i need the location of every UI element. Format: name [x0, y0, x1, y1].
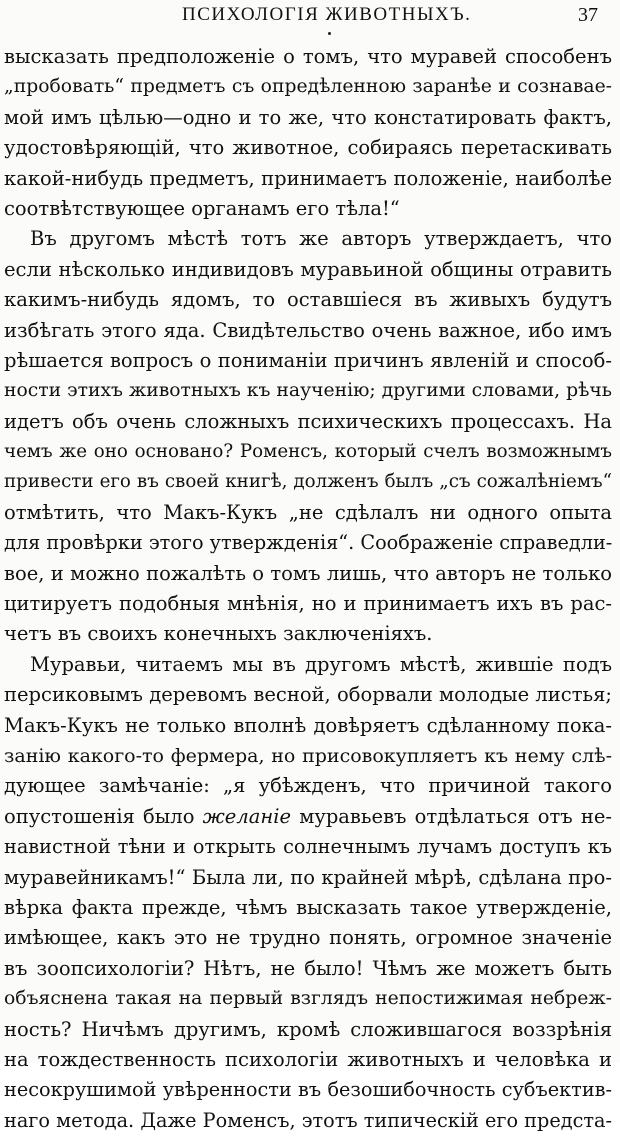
text-line: муравейникамъ!“ Была ли, по крайней мѣрѣ, сдѣлана про- — [4, 865, 612, 889]
text-line: ность? Ничѣмъ другимъ, кромѣ сложившагося воззрѣнiя — [4, 1017, 612, 1041]
text-line: четъ въ своихъ конечныхъ заключенiяхъ. — [4, 622, 433, 646]
text-line: дующее замѣчанiе: „я убѣжденъ, что причиной такого — [4, 774, 612, 798]
text-line: какимъ-нибудь ядомъ, то оставшiеся въ живыхъ будутъ — [4, 288, 612, 312]
paragraph-start-line: Муравьи, читаемъ мы въ другомъ мѣстѣ, жившiе подъ — [30, 652, 612, 676]
page-number: 37 — [578, 4, 598, 26]
text-line: отмѣтить, что Макъ-Кукъ „не сдѣлалъ ни одного опыта — [4, 500, 612, 524]
text-line: на тождественность психологiи животныхъ и человѣка и — [4, 1047, 612, 1071]
text-line: удостовѣряющiй, что животное, собираясь перетаскивать — [4, 136, 612, 160]
paragraph-start-line: Въ другомъ мѣстѣ тотъ же авторъ утверждаетъ, что — [30, 227, 612, 251]
text-line: мой имъ цѣлью—одно и то же, что констатировать фактъ, — [4, 105, 612, 129]
text-line: Макъ-Кукъ не только вполнѣ довѣряетъ сдѣланному пока- — [4, 713, 612, 737]
text-line: объяснена такая на первый взглядъ непостижимая небреж- — [4, 988, 612, 1010]
text-line-with-emphasis — [0, 802, 620, 832]
text-line: какой-нибудь предметъ, принимаетъ положенiе, наиболѣе — [4, 166, 612, 190]
text-line: цитируетъ подобныя мнѣнiя, но и принимаетъ ихъ въ рас- — [4, 592, 612, 616]
text-line: несокрушимой увѣренности въ безошибочность субъектив- — [4, 1078, 612, 1102]
text-line: „пробовать“ предметъ съ опредѣленною заранѣе и сознавае- — [4, 76, 612, 98]
text-line: если нѣсколько индивидовъ муравьиной общины отравить — [4, 257, 612, 281]
running-title: ПСИХОЛОГIЯ ЖИВОТНЫХЪ. — [182, 4, 472, 25]
text-line: чемъ же оно основано? Роменсъ, который счелъ возможнымъ — [4, 441, 612, 463]
text-line: персиковымъ деревомъ весной, оборвали молодые листья; — [4, 683, 612, 707]
print-speck — [328, 32, 331, 35]
emphasized-word: желанiе — [202, 804, 291, 828]
text-line: ности этихъ животныхъ къ наученiю; другими словами, рѣчь — [4, 380, 612, 402]
text-segment: опустошенiя было — [4, 804, 195, 828]
text-segment: муравьевъ отдѣлаться отъ не- — [299, 804, 612, 828]
text-line: привести его въ своей книгѣ, долженъ былъ „съ сожалѣнiемъ“ — [4, 471, 612, 493]
text-line: соотвѣтствующее органамъ его тѣла!“ — [4, 196, 400, 220]
text-line: навистной тѣни и открыть солнечнымъ лучамъ доступъ къ — [4, 835, 612, 859]
text-line: наго метода. Даже Роменсъ, этотъ типическiй его предста- — [4, 1108, 612, 1132]
running-head — [0, 4, 620, 32]
body-text — [0, 42, 620, 1136]
text-line: вѣрка факта прежде, чѣмъ высказать такое утвержденiе, — [4, 895, 612, 919]
text-line: имѣющее, какъ это не трудно понять, огромное значенiе — [4, 926, 612, 950]
text-line: въ зоопсихологiи? Нѣтъ, не было! Чѣмъ же можетъ быть — [4, 956, 612, 980]
text-line: вое, и можно пожалѣть о томъ лишь, что авторъ не только — [4, 561, 612, 585]
text-line: для провѣрки этого утвержденiя“. Соображенiе справедли- — [4, 531, 613, 555]
text-line: избѣгать этого яда. Свидѣтельство очень важное, ибо имъ — [4, 318, 612, 342]
text-line: занiю какого-то фермера, но присовокупляетъ къ нему слѣ- — [4, 744, 612, 767]
text-line: рѣшается вопросъ о пониманiи причинъ явленiй и способ- — [4, 348, 612, 372]
text-line: высказать предположенiе о томъ, что муравей способенъ — [4, 45, 612, 68]
text-line: идетъ объ очень сложныхъ психическихъ процессахъ. На — [4, 409, 612, 433]
